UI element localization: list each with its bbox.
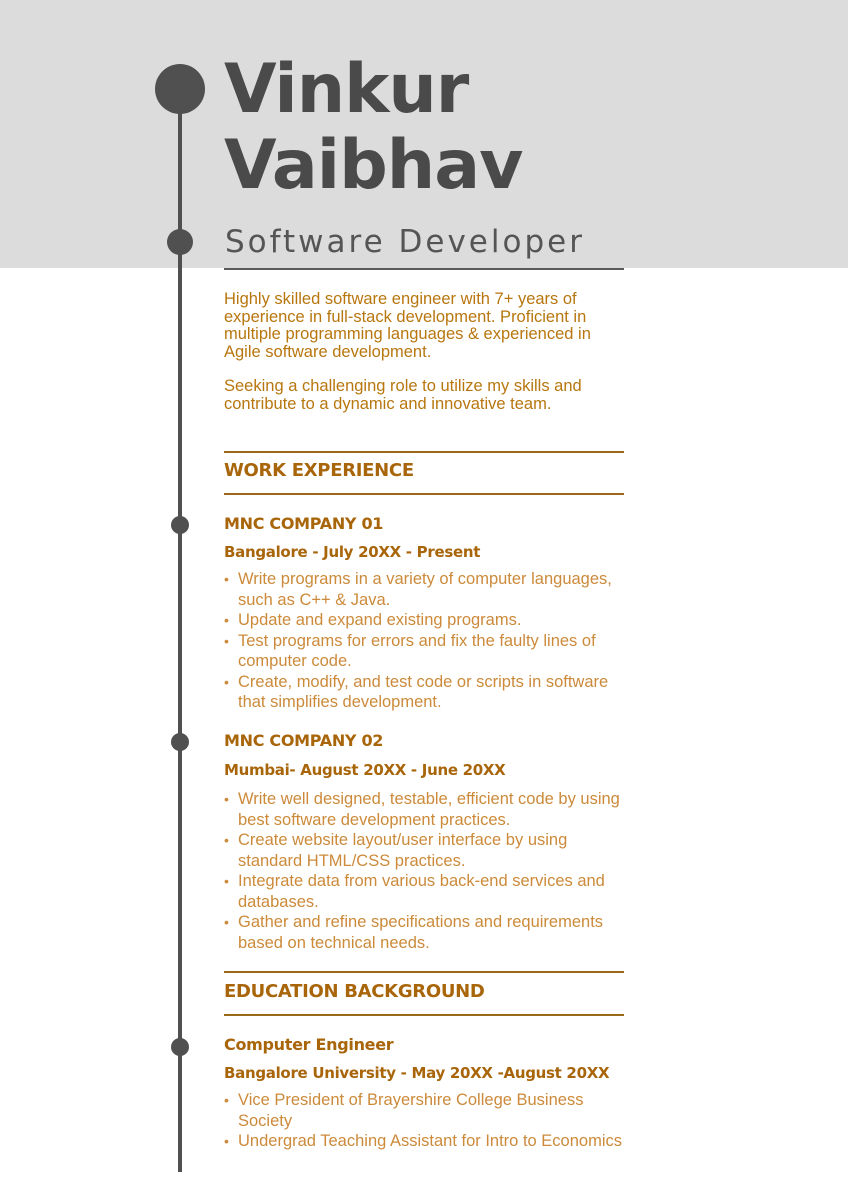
job-1-location-dates: Bangalore - July 20XX - Present <box>224 543 481 561</box>
bullet-glyph: • <box>224 832 229 848</box>
job-title: Software Developer <box>225 224 585 260</box>
list-item <box>224 871 624 912</box>
bullet-glyph: • <box>224 914 229 930</box>
list-item <box>224 610 624 631</box>
timeline-dot-job-2 <box>171 733 189 751</box>
work-section-top-rule <box>224 451 624 453</box>
bullet-text: Create website layout/user interface by using standard HTML/CSS practices. <box>238 831 568 870</box>
bullet-text: Vice President of Brayershire College Business Society <box>238 1091 584 1130</box>
timeline-dot-name <box>155 64 205 114</box>
job-2-company: MNC COMPANY 02 <box>224 731 384 750</box>
bullet-text: Test programs for errors and fix the faulty lines of computer code. <box>238 631 596 670</box>
job-1-bullet-list <box>224 569 624 713</box>
bullet-text: Integrate data from various back-end services and databases. <box>238 872 605 911</box>
bullet-text: Create, modify, and test code or scripts in software that simplifies development. <box>238 672 609 711</box>
timeline-dot-title <box>167 229 193 255</box>
education-section-top-rule <box>224 971 624 973</box>
list-item <box>224 789 624 830</box>
bullet-glyph: • <box>224 571 229 587</box>
list-item <box>224 672 624 713</box>
work-section-bottom-rule <box>224 493 624 495</box>
list-item <box>224 1090 624 1131</box>
list-item <box>224 830 624 871</box>
summary-paragraph-1: Highly skilled software engineer with 7+ years of experience in full-stack development. Proficient in multiple programming languages & experienced in Agile software development. <box>224 290 591 361</box>
list-item <box>224 631 624 672</box>
bullet-glyph: • <box>224 791 229 807</box>
bullet-glyph: • <box>224 612 229 628</box>
timeline-dot-education <box>171 1038 189 1056</box>
list-item <box>224 569 624 610</box>
work-experience-heading: WORK EXPERIENCE <box>224 460 414 481</box>
timeline-dot-job-1 <box>171 516 189 534</box>
bullet-glyph: • <box>224 1092 229 1108</box>
bullet-glyph: • <box>224 873 229 889</box>
candidate-name <box>224 52 522 204</box>
summary-paragraph-2: Seeking a challenging role to utilize my skills and contribute to a dynamic and innovative team. <box>224 377 582 413</box>
education-section-bottom-rule <box>224 1014 624 1016</box>
education-school-dates: Bangalore University - May 20XX -August 20XX <box>224 1064 610 1082</box>
bullet-text: Gather and refine specifications and requirements based on technical needs. <box>238 913 604 952</box>
job-2-bullet-list <box>224 789 624 953</box>
bullet-text: Update and expand existing programs. <box>238 611 522 629</box>
job-1-company: MNC COMPANY 01 <box>224 514 384 533</box>
list-item <box>224 912 624 953</box>
education-heading: EDUCATION BACKGROUND <box>224 981 485 1002</box>
first-name: Vinkur <box>224 50 469 129</box>
bullet-text: Undergrad Teaching Assistant for Intro to Economics <box>238 1132 622 1150</box>
education-degree: Computer Engineer <box>224 1035 394 1054</box>
bullet-glyph: • <box>224 673 229 690</box>
last-name: Vaibhav <box>224 126 523 205</box>
bullet-glyph: • <box>224 1133 229 1149</box>
bullet-glyph: • <box>224 632 229 649</box>
list-item <box>224 1131 624 1152</box>
title-divider <box>224 268 624 270</box>
job-2-location-dates: Mumbai- August 20XX - June 20XX <box>224 761 506 779</box>
bullet-text: Write programs in a variety of computer languages, such as C++ & Java. <box>238 570 612 609</box>
bullet-text: Write well designed, testable, efficient code by using best software development practices. <box>238 790 620 829</box>
education-bullet-list <box>224 1090 624 1152</box>
